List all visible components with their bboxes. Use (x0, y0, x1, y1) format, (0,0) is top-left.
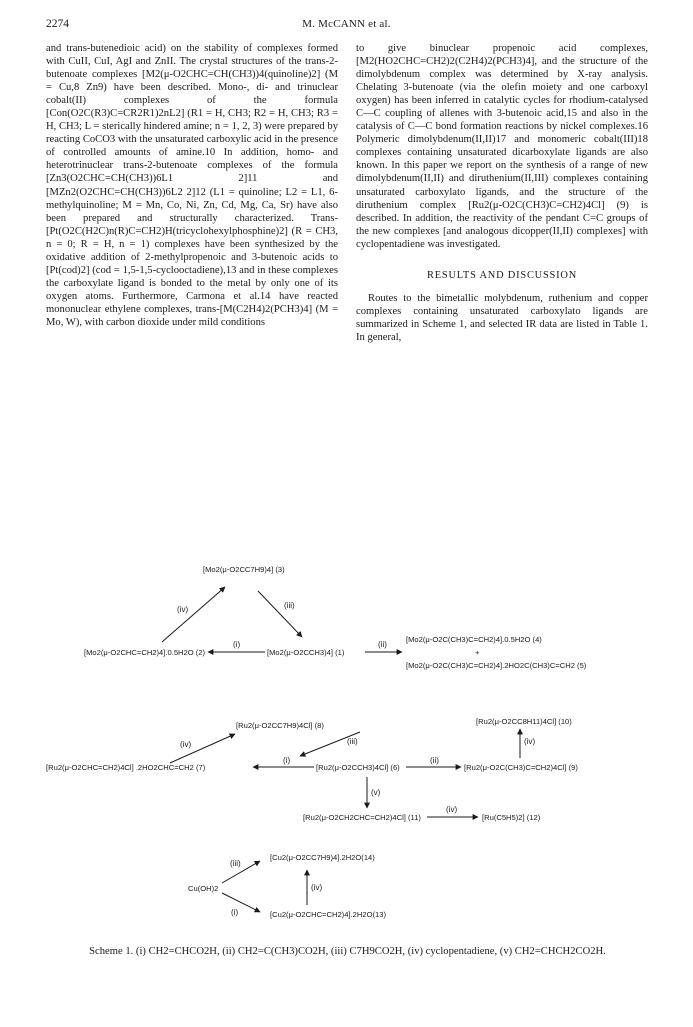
scheme-arrows (0, 545, 693, 965)
arrow-mo-iii (258, 591, 302, 637)
compound-5: [Mo2(μ-O2C(CH3)C=CH2)4].2HO2C(CH3)C=CH2 (5) (406, 661, 587, 670)
compound-11: [Ru2(μ-O2CH2CHC=CH2)4Cl] (11) (303, 813, 421, 822)
compound-8: [Ru2(μ-O2CC7H9)4Cl] (8) (236, 721, 324, 730)
page-header (46, 18, 647, 34)
copper-hydroxide: Cu(OH)2 (188, 884, 219, 893)
running-head: M. McCANN et al. (302, 18, 391, 30)
compound-14: [Cu2(μ-O2CC7H9)4].2H2O(14) (270, 853, 375, 862)
right-paragraph-1: to give binuclear propenoic acid complexes, [M2(HO2CHC=CH2)2(C2H4)2(PCH3)4], and the structure of the dimolybdenum complex was determined by X-ray analysis. Chelating 3-butenoate (via the olefin moiety and one carboxyl oxygen) has been inferred in catalytic cycles for rhodium-catalysed C—C coupling of allenes with 3-butenoic acid,15 and also in the catalysis of C—C bond formation reactions by nickel complexes.16 Polymeric dimolybdenum(II,II)17 and monomeric cobalt(III)18 complexes containing unsaturated dicarboxylate ligands are also known. In this paper we report on the synthesis of a range of new dimolybdenum(II,II) and diruthenium(II,III) complexes containing unsaturated carboxylato ligands, and the structure of the diruthenium complex [Ru2(μ-O2C(CH3)C=CH2)4Cl] (9) is described. In addition, the reactivity of the pendant C=C groups of the new complexes [and analogous dicopper(II,II) complexes] with cyclopentadiene was investigated. (356, 43, 648, 250)
plus-sign: + (475, 648, 480, 657)
compound-2: [Mo2(μ-O2CHC=CH2)4].0.5H2O (2) (84, 648, 206, 657)
compound-4: [Mo2(μ-O2C(CH3)C=CH2)4].0.5H2O (4) (406, 635, 542, 644)
compound-7: [Ru2(μ-O2CHC=CH2)4Cl] .2HO2CHC=CH2 (7) (46, 763, 206, 772)
label-cu-i: (i) (231, 908, 239, 917)
right-paragraph-2: Routes to the bimetallic molybdenum, ruthenium and copper complexes containing unsaturated carboxylato ligands are summarized in Scheme 1, and selected IR data are listed in Table 1. In general, (356, 292, 648, 343)
compound-10: [Ru2(μ-O2CC8H11)4Cl] (10) (476, 717, 572, 726)
section-heading: RESULTS AND DISCUSSION (426, 269, 577, 281)
label-mo-i: (i) (233, 640, 241, 649)
compound-3: [Mo2(μ-O2CC7H9)4] (3) (203, 565, 285, 574)
arrow-cu-i (222, 893, 260, 912)
compound-6: [Ru2(μ-O2CCH3)4Cl] (6) (316, 763, 400, 772)
scheme-1 (0, 545, 693, 965)
compound-9: [Ru2(μ-O2C(CH3)C=CH2)4Cl] (9) (464, 763, 578, 772)
label-ru-ii: (ii) (430, 756, 439, 765)
arrow-mo-iv (162, 587, 225, 642)
compound-13: [Cu2(μ-O2CHC=CH2)4].2H2O(13) (270, 910, 386, 919)
compound-1: [Mo2(μ-O2CCH3)4] (1) (267, 648, 345, 657)
label-cu-iv: (iv) (311, 883, 323, 892)
arrow-cu-iii (222, 861, 260, 883)
left-paragraph: and trans-butenedioic acid) on the stability of complexes formed with CuII, CuI, AgI and ZnII. The crystal structures of the trans-2-butenoate complexes [M2(μ-O2CHC=CH(CH3))4(quinoline)2] (M = Cu,8 Zn9) have been described. Mono-, di- and trinuclear cobalt(II) complexes of the formula [Con(O2C(R3)C=CR2R1)2nL2] (R1 = H, CH3; R2 = H, CH3; R3 = H, CH3; L = sterically hindered amine; n = 1, 2, 3) were prepared by reacting CoCO3 with the unsaturated carboxylic acid in the presence of controlled amounts of amine.10 In addition, homo- and heterotrinuclear trans-2-butenoate complexes of the formula [Zn3(O2CHC=CH(CH3))6L1 2]11 and [MZn2(O2CHC=CH(CH3))6L2 2]12 (L1 = quinoline; L2 = L1, 6-methylquinoline; M = Mn, Co, Ni, Zn, Cd, Mg, Ca, Sr) have also been prepared and structurally characterized. Trans-[Pt(O2C(H2C)n(R)C=CH2)H(tricyclohexylphosphine)2] (R = CH3, n = 0; R = H, n = 1) complexes have been synthesized by the oxidative addition of 2-methylpropenoic and 3-butenoic acids to [Pt(cod)2] (cod = 1,5-1,5-cyclooctadiene),13 and in these complexes the carboxylate ligand is bonded to the metal by only one of its oxygen atoms. Furthermore, Carmona et al.14 have reacted mononuclear ethylene complexes, trans-[M(C2H4)2(PCH3)4] (M = Mo, W), with carbon dioxide under mild conditions (46, 43, 338, 328)
label-ru-v: (v) (371, 788, 381, 797)
scheme-caption: Scheme 1. (i) CH2=CHCO2H, (ii) CH2=C(CH3)CO2H, (iii) C7H9CO2H, (iv) cyclopentadiene, (v) CH2=CHCH2CO2H. (89, 946, 606, 957)
compound-12: [Ru(C5H5)2] (12) (482, 813, 541, 822)
label-cu-iii: (iii) (230, 859, 241, 868)
label-ru-iv-up: (iv) (524, 737, 536, 746)
label-mo-iii: (iii) (284, 601, 295, 610)
label-mo-ii: (ii) (378, 640, 387, 649)
label-ru-iv: (iv) (180, 740, 192, 749)
label-ru-i: (i) (283, 756, 291, 765)
page-number: 2274 (46, 18, 69, 30)
label-mo-iv: (iv) (177, 605, 189, 614)
left-column (46, 42, 338, 329)
label-ru-iii: (iii) (347, 737, 358, 746)
right-column (356, 42, 648, 344)
label-ru-iv-right: (iv) (446, 805, 458, 814)
